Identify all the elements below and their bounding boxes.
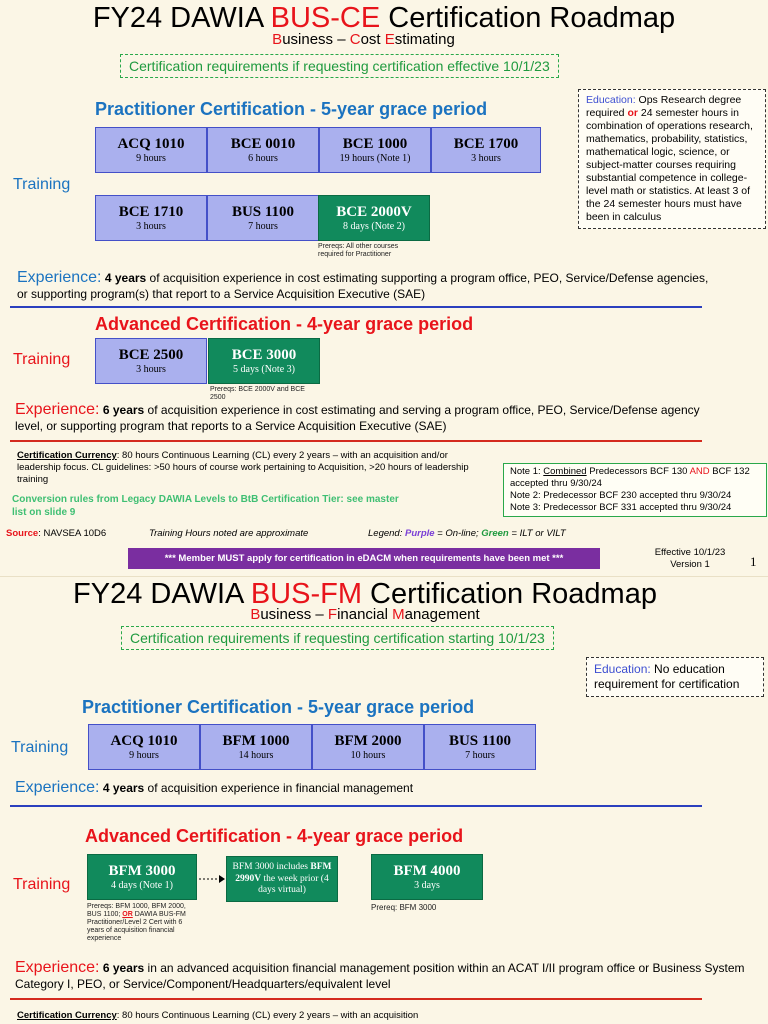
ce-edacm-banner: *** Member MUST apply for certification in eDACM when requirements have been met *** (128, 548, 600, 569)
ce-effective-version: Effective 10/1/23 Version 1 (654, 547, 726, 570)
fm-currency: Certification Currency: 80 hours Continuous Learning (CL) every 2 years – with an acquisition (17, 1010, 419, 1021)
fm-subtitle: Business – Financial Management (250, 606, 480, 623)
page-separator (0, 576, 768, 577)
fm-advanced-training-label: Training (13, 876, 71, 893)
course-bus-1100: BUS 1100 7 hours (207, 195, 319, 241)
course-bce-3000: BCE 3000 5 days (Note 3) (208, 338, 320, 384)
ce-education-box: Education: Ops Research degree required or 24 semester hours in combination of operations research, mathematics, probability, statistics, mathematical logic, science, or subject-matter courses requiring substantial competence in college-level math or statistics. At least 3 of the 24 semester hours must have been in calculus (578, 89, 766, 229)
fm-advanced-heading: Advanced Certification - 4-year grace period (85, 826, 464, 846)
ce-notes-box: Note 1: Combined Predecessors BCF 130 AND BCF 132 accepted thru 9/30/24 Note 2: Predecessor BCF 230 accepted thru 9/30/24 Note 3: Predecessor BCF 331 accepted thru 9/30/24 (503, 463, 767, 517)
fm-divider-red (10, 998, 702, 1000)
ce-effective-box: Certification requirements if requesting certification effective 10/1/23 (120, 54, 559, 78)
ce-prereq-3000: Prereqs: BCE 2000V and BCE 2500 (210, 386, 305, 401)
ce-practitioner-experience: Experience: 4 years of acquisition experience in cost estimating supporting a program office, PEO, Service/Defense agencies, or supporting program(s) that report to a Service Acquisition Executive (SAE) (17, 269, 709, 301)
ce-advanced-heading: Advanced Certification - 4-year grace period (95, 314, 474, 334)
course-acq-1010-fm: ACQ 1010 9 hours (88, 724, 200, 770)
ce-page-number: 1 (750, 554, 757, 569)
ce-hours-note: Training Hours noted are approximate (149, 528, 309, 539)
course-bce-2000v: BCE 2000V 8 days (Note 2) (318, 195, 430, 241)
course-bfm-1000: BFM 1000 14 hours (200, 724, 312, 770)
ce-currency: Certification Currency: 80 hours Continuous Learning (CL) every 2 years – with an acquisition and/or leadership focus. CL guidelines: >50 hours of course work pertaining to Acquisition, >20 hours of leadership training (17, 450, 469, 485)
ce-advanced-experience: Experience: 6 years of acquisition experience in cost estimating and serving a program office, PEO, Service/Defense agency level, or supporting program that reports to a Service Acquisition Executive (SAE) (15, 401, 700, 433)
course-bce-1000: BCE 1000 19 hours (Note 1) (319, 127, 431, 173)
fm-divider-blue (10, 805, 702, 807)
ce-title: FY24 DAWIA BUS-CE Certification Roadmap (92, 2, 676, 34)
fm-prereq-4000: Prereq: BFM 3000 (371, 903, 437, 912)
course-bce-1700: BCE 1700 3 hours (431, 127, 541, 173)
fm-advanced-experience: Experience: 6 years in an advanced acquisition financial management position within an ACAT I/II program office or Business System Category I, PEO, or Service/Component/Headquarters/equivalent level (15, 959, 745, 991)
course-bfm-2000: BFM 2000 10 hours (312, 724, 424, 770)
ce-legend: Legend: Purple = On-line; Green = ILT or VILT (368, 528, 566, 539)
course-acq-1010: ACQ 1010 9 hours (95, 127, 207, 173)
ce-practitioner-heading: Practitioner Certification - 5-year grace period (95, 99, 488, 119)
fm-effective-box: Certification requirements if requesting certification starting 10/1/23 (121, 626, 554, 650)
ce-source: Source: NAVSEA 10D6 (6, 528, 107, 539)
ce-prereq-2000v: Prereqs: All other courses required for Practitioner (318, 243, 399, 258)
fm-training-label: Training (11, 739, 69, 756)
arrow-icon (197, 872, 227, 886)
fm-title: FY24 DAWIA BUS-FM Certification Roadmap (73, 578, 657, 610)
fm-practitioner-experience: Experience: 4 years of acquisition experience in financial management (15, 779, 414, 796)
ce-divider-red (10, 440, 702, 442)
ce-divider-blue (10, 306, 702, 308)
course-bfm-4000: BFM 4000 3 days (371, 854, 483, 900)
course-bce-1710: BCE 1710 3 hours (95, 195, 207, 241)
ce-training-label: Training (13, 176, 71, 193)
course-bce-2500: BCE 2500 3 hours (95, 338, 207, 384)
fm-prereq-3000: Prereqs: BFM 1000, BFM 2000, BUS 1100; OR DAWIA BUS-FM Practitioner/Level 2 Cert with 6 years of acquisition financial experience (87, 903, 186, 942)
ce-subtitle: Business – Cost Estimating (272, 31, 455, 48)
bfm-3000-includes-note: BFM 3000 includes BFM 2990V the week prior (4 days virtual) (226, 856, 338, 902)
course-bce-0010: BCE 0010 6 hours (207, 127, 319, 173)
ce-advanced-training-label: Training (13, 351, 71, 368)
fm-practitioner-heading: Practitioner Certification - 5-year grace period (82, 697, 475, 717)
course-bus-1100-fm: BUS 1100 7 hours (424, 724, 536, 770)
ce-conversion-rules: Conversion rules from Legacy DAWIA Levels to BtB Certification Tier: see master list on slide 9 (12, 494, 399, 518)
course-bfm-3000: BFM 3000 4 days (Note 1) (87, 854, 197, 900)
fm-education-box: Education: No education requirement for certification (586, 657, 764, 697)
